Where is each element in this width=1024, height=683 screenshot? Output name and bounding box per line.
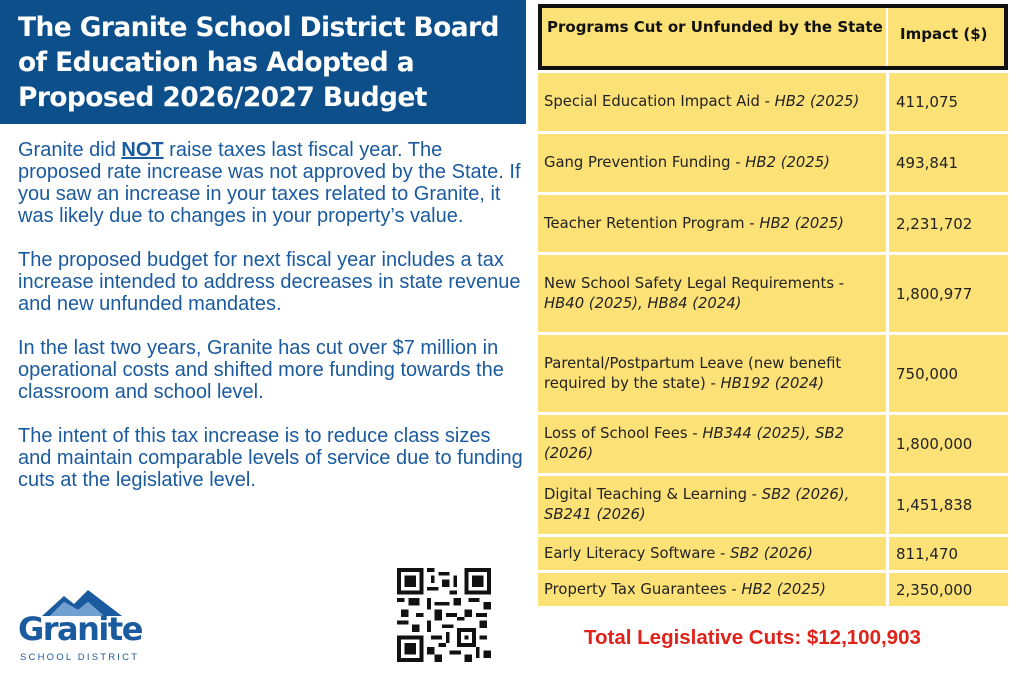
table-row [538,73,1008,131]
header-programs: Programs Cut or Unfunded by the State [542,8,888,66]
program-cell [538,537,886,570]
program-cell [538,255,886,332]
table-row [538,195,1008,252]
logo-subtitle: SCHOOL DISTRICT [20,652,140,663]
logo-name: Granite [18,610,142,648]
title-banner [0,0,526,124]
granite-logo [18,590,158,670]
impact-cell: 811,470 [889,537,1008,570]
table-header [538,4,1008,70]
table-row [538,573,1008,606]
title-line-1: The Granite School District Board [18,12,499,43]
program-name: Property Tax Guarantees - [544,580,742,598]
program-name: Loss of School Fees - [544,425,703,442]
table-row [538,134,1008,192]
program-name: Gang Prevention Funding - [544,154,746,171]
table-row [538,476,1008,534]
title-line-3: Proposed 2026/2027 Budget [18,82,427,113]
qr-code-icon[interactable] [397,568,491,662]
table-row [538,255,1008,332]
program-name: New School Safety Legal Requirements - [544,274,845,292]
program-citation: HB192 (2024) [720,374,824,392]
table-row [538,335,1008,412]
paragraph-taxes [18,139,523,227]
program-citation: HB2 (2025) [741,580,826,598]
program-name: Early Literacy Software - [544,544,731,562]
impact-cell: 1,451,838 [889,476,1008,534]
program-name: Special Education Impact Aid - [544,93,775,110]
paragraph-taxes-end: raise taxes last fiscal year. The proposed rate increase was not approved by the State. If you saw an increase in your taxes related to Granite, it was likely due to changes in your property’s value. [18,139,521,227]
program-citation: HB40 (2025), HB84 (2024) [544,294,742,312]
program-citation: HB344 (2025), SB2 (2026) [544,425,845,462]
program-name: Teacher Retention Program - [544,214,760,232]
program-cell [538,415,886,473]
title-line-2: of Education has Adopted a [18,47,415,78]
not-emphasis: NOT [121,139,164,161]
table-row [538,537,1008,570]
impact-cell: 493,841 [889,134,1008,192]
program-name: Digital Teaching & Learning - [544,486,762,503]
paragraph-taxes-start: Granite did [18,139,122,161]
program-citation: HB2 (2025) [774,93,860,110]
program-cell [538,335,886,412]
total-legislative-cuts: Total Legislative Cuts: $12,100,903 [584,626,921,649]
impact-cell: 2,350,000 [889,573,1008,606]
cuts-table [538,4,1008,606]
impact-cell: 1,800,977 [889,255,1008,332]
program-cell [538,73,886,131]
program-cell [538,195,886,252]
program-citation: SB2 (2026) [730,544,813,562]
program-citation: HB2 (2025) [759,214,844,232]
program-name: Parental/Postpartum Leave (new benefit required by the state) - [544,354,842,392]
table-body [538,73,1008,606]
paragraph-proposed-budget: The proposed budget for next fiscal year includes a tax increase intended to address decreases in state revenue and new unfunded mandates. [18,249,521,315]
impact-cell: 411,075 [889,73,1008,131]
paragraph-cuts: In the last two years, Granite has cut over $7 million in operational costs and shifted more funding towards the classroom and school level. [18,337,504,403]
program-cell [538,476,886,534]
header-impact: Impact ($) [900,25,988,43]
body-text [18,139,523,513]
impact-cell: 750,000 [889,335,1008,412]
program-citation: SB2 (2026), SB241 (2026) [544,486,850,523]
impact-cell: 1,800,000 [889,415,1008,473]
table-row [538,415,1008,473]
impact-cell: 2,231,702 [889,195,1008,252]
program-citation: HB2 (2025) [745,154,830,171]
program-cell [538,573,886,606]
program-cell [538,134,886,192]
paragraph-intent: The intent of this tax increase is to reduce class sizes and maintain comparable levels of service due to funding cuts at the legislative level. [18,425,523,491]
